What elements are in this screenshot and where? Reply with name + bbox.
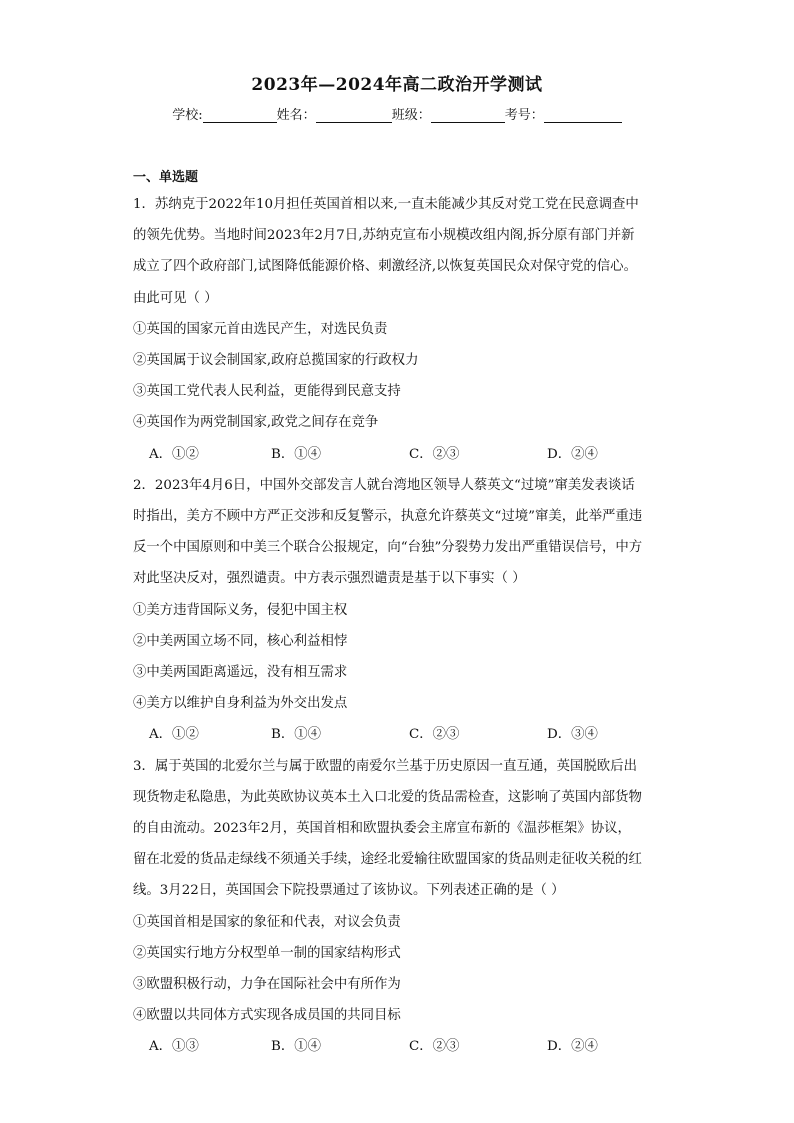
question-1-statement-2: ②英国属于议会制国家,政府总揽国家的行政权力 bbox=[133, 353, 419, 369]
question-2-choice-c[interactable]: C．②③ bbox=[409, 727, 460, 743]
class-blank[interactable] bbox=[431, 108, 505, 123]
school-label: 学校: bbox=[172, 108, 203, 123]
question-2-choice-a[interactable]: A．①② bbox=[149, 727, 199, 743]
question-3-statement-1: ①英国首相是国家的象征和代表，对议会负责 bbox=[133, 914, 401, 930]
question-2-line-1: 2．2023年4月6日，中国外交部发言人就台湾地区领导人蔡英文“过境”窜美发表谈话 bbox=[133, 477, 635, 493]
question-1-line-1: 1．苏纳克于2022年10月担任英国首相以来,一直未能减少其反对党工党在民意调查中 bbox=[133, 197, 639, 212]
question-1-line-2: 的领先优势。当地时间2023年2月7日,苏纳克宣布小规模改组内阁,拆分原有部门并新 bbox=[133, 228, 635, 244]
name-blank[interactable] bbox=[316, 108, 392, 123]
questions-container bbox=[133, 189, 663, 1063]
question-2-choice-d[interactable]: D．③④ bbox=[547, 727, 598, 743]
question-1 bbox=[133, 189, 663, 470]
student-info-line bbox=[0, 104, 794, 123]
question-2-choices bbox=[133, 719, 663, 750]
question-3-statement-2: ②英国实行地方分权型单一制的国家结构形式 bbox=[133, 945, 401, 961]
question-3-line-1: 3．属于英国的北爱尔兰与属于欧盟的南爱尔兰基于历史原因一直互通，英国脱欧后出 bbox=[133, 758, 637, 774]
question-3 bbox=[133, 751, 663, 1063]
question-3-choice-a[interactable]: A．①③ bbox=[149, 1039, 199, 1055]
question-1-line-3: 成立了四个政府部门,试图降低能源价格、刺激经济,以恢复英国民众对保守党的信心。 bbox=[133, 259, 637, 275]
question-3-statement-3: ③欧盟积极行动，力争在国际社会中有所作为 bbox=[133, 977, 401, 993]
section-title: 一、单选题 bbox=[133, 170, 199, 185]
question-3-line-3: 的自由流动。2023年2月，英国首相和欧盟执委会主席宣布新的《温莎框架》协议， bbox=[133, 821, 631, 837]
question-1-statement-4: ④英国作为两党制国家,政党之间存在竞争 bbox=[133, 415, 379, 431]
question-1-choice-d[interactable]: D．②④ bbox=[547, 446, 598, 462]
question-1-choice-a[interactable]: A．①② bbox=[149, 446, 199, 462]
exam-title: 2023年—2024年高二政治开学测试 bbox=[251, 75, 543, 95]
name-label: 姓名： bbox=[276, 108, 316, 123]
question-1-choices bbox=[133, 439, 663, 470]
question-3-choices bbox=[133, 1031, 663, 1062]
question-2-statement-2: ②中美两国立场不同，核心利益相悖 bbox=[133, 633, 348, 649]
question-3-statement-4: ④欧盟以共同体方式实现各成员国的共同目标 bbox=[133, 1008, 401, 1024]
question-2-statement-4: ④美方以维护自身利益为外交出发点 bbox=[133, 696, 348, 712]
question-2-line-4: 对此坚决反对，强烈谴责。中方表示强烈谴责是基于以下事实（ ） bbox=[133, 571, 526, 587]
question-1-choice-c[interactable]: C．②③ bbox=[409, 446, 460, 462]
question-2-statement-3: ③中美两国距离遥远，没有相互需求 bbox=[133, 665, 348, 681]
exam-number-label: 考号： bbox=[504, 108, 544, 123]
question-1-statement-1: ①英国的国家元首由选民产生，对选民负责 bbox=[133, 321, 388, 337]
question-1-line-4: 由此可见（ ） bbox=[133, 290, 218, 306]
question-3-choice-b[interactable]: B．①④ bbox=[271, 1039, 322, 1055]
question-2-line-2: 时指出，美方不顾中方严正交涉和反复警示，执意允许蔡英文“过境”窜美，此举严重违 bbox=[133, 509, 643, 525]
question-2-choice-b[interactable]: B．①④ bbox=[271, 727, 322, 743]
question-3-line-4: 留在北爱的货品走绿线不须通关手续，途经北爱输往欧盟国家的货品则走征收关税的红 bbox=[133, 852, 642, 868]
exam-number-blank[interactable] bbox=[544, 108, 622, 123]
question-2-line-3: 反一个中国原则和中美三个联合公报规定，向“台独”分裂势力发出严重错误信号，中方 bbox=[133, 540, 643, 556]
question-2 bbox=[133, 470, 663, 751]
class-label: 班级： bbox=[391, 108, 431, 123]
question-3-line-2: 现货物走私隐患，为此英欧协议英本土入口北爱的货品需检查，这影响了英国内部货物 bbox=[133, 789, 642, 805]
question-2-statement-1: ①美方违背国际义务，侵犯中国主权 bbox=[133, 602, 348, 618]
question-3-choice-d[interactable]: D．②④ bbox=[547, 1039, 598, 1055]
question-1-statement-3: ③英国工党代表人民利益，更能得到民意支持 bbox=[133, 384, 401, 400]
question-3-line-5: 线。3月22日，英国国会下院投票通过了该协议。下列表述正确的是（ ） bbox=[133, 883, 565, 899]
school-blank[interactable] bbox=[203, 108, 277, 123]
question-3-choice-c[interactable]: C．②③ bbox=[409, 1039, 460, 1055]
question-1-choice-b[interactable]: B．①④ bbox=[271, 446, 322, 462]
